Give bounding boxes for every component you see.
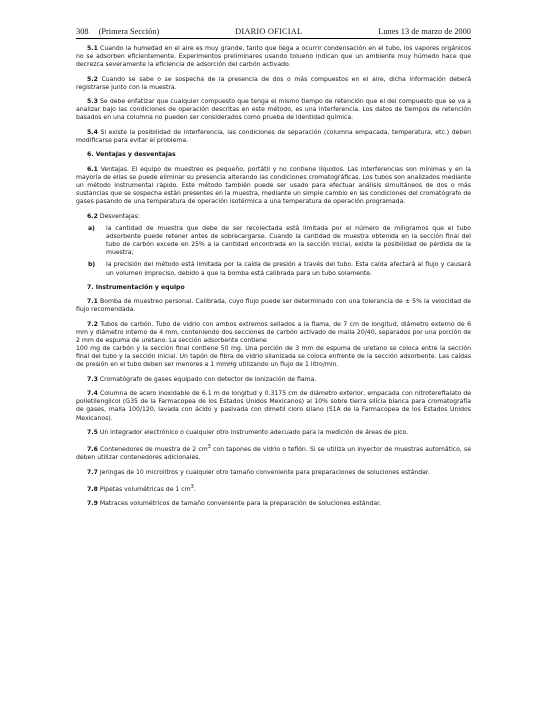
page-number: 308: [76, 27, 89, 36]
paragraph-number: 6.1: [87, 165, 98, 173]
paragraph-5-4: [76, 129, 471, 145]
paragraph-text: Pipetas volumétricas de 1 cm: [97, 486, 191, 494]
superscript: 3: [190, 484, 194, 491]
document-body: [76, 45, 471, 509]
paragraph-text: Bomba de muestreo personal. Calibrada, cuyo flujo puede ser determinado con una tolerancia de ± 5% la velocidad de flujo recomendada.: [76, 298, 471, 314]
paragraph-7-9: [76, 500, 471, 508]
list-item-text: la cantidad de muestra que debe de ser recolectada está limitada por el número de miligramos que el tubo adsorbente puede retener antes de sobrecargarse. Cuando la cantidad de muestra obtenida en la sección final del tubo de carbón excede en 25% a la cantidad encontrada en la sección inicial, existe la posibilidad de pérdida de la muestra;: [106, 224, 471, 257]
paragraph-text: .: [193, 486, 196, 494]
list-item-text: la precisión del método está limitada por la caída de presión a través del tubo. Esta caída afectará al flujo y causará un volumen impreciso, debido a que la bomba está calibrada para un tubo solamente.: [106, 261, 471, 277]
paragraph-text: Un integrador electrónico o cualquier otro instrumento adecuado para la medición de áreas de pico.: [97, 428, 409, 436]
paragraph-text: Se debe enfatizar que cualquier compuesto que tenga el mismo tiempo de retención que el del compuesto que se va a analizar bajo las condiciones de operación descritas en este método, es una interferencia. Los datos de tiempos de retención basados en una columna no pueden ser considerados como prueba de identidad química.: [76, 98, 471, 122]
paragraph-number: 5.4: [87, 128, 98, 136]
list-item-label: a): [88, 224, 95, 232]
superscript: 3: [207, 444, 211, 451]
paragraph-7-2-continued: 100 mg de carbón y la sección final contiene 50 mg. Una porción de 3 mm de espuma de uretano se coloca entre la sección final del tubo y la sección inicial. Un tapón de fibra de vidrio silanizada se coloca enfrente de la sección adsorbente. Las caídas de presión en el tubo deben ser menores a 1 mmHg utilizando un flujo de 1 litro/min.: [76, 345, 471, 369]
paragraph-text: Ventajas. El equipo de muestreo es pequeño, portátil y no contiene líquidos. Las interferencias son mínimas y en la mayoría de ellas se puede eliminar su presencia alterando las condiciones cromatográficas. Los tubos son analizados mediante un método instrumental rápido. Este método también puede ser usado para efectuar análisis simultáneos de dos o más sustancias que se sospecha están presentes en la muestra, mediante un simple cambio en las condiciones del cromatógrafo de gases pasando de una temperatura de operación isotérmica a una temperatura de operación programada.: [76, 165, 471, 206]
paragraph-number: 5.1: [87, 45, 98, 52]
paragraph-7-1: [76, 298, 471, 314]
paragraph-text: Columna de acero inoxidable de 6.1 m de longitud y 0.3175 cm de diámetro exterior, empacada con nitrotereftalato de polietilenglicol (G35 de la Farmacopea de los Estados Unidos Mexicanos) al 10% sobre tierra silícia blanca para cromatografía de gases, malla 100/120, lavada con ácido y pasivada con dimetil cloro silano (S1A de la Farmacopea de los Estados Unidos Mexicanos).: [76, 390, 471, 422]
paragraph-7-6: [76, 443, 471, 462]
paragraph-5-3: [76, 98, 471, 122]
section-heading-6: 6. Ventajas y desventajas: [87, 151, 176, 159]
paragraph-text: Contenedores de muestra de 2 cm: [97, 446, 208, 454]
paragraph-number: 7.2: [87, 320, 98, 328]
list-item-a: [76, 225, 471, 258]
paragraph-number: 6.2: [87, 212, 98, 220]
paragraph-7-2: [76, 321, 471, 345]
paragraph-number: 7.4: [87, 390, 98, 398]
paragraph-number: 7.3: [87, 375, 98, 383]
paragraph-number: 7.5: [87, 428, 98, 436]
paragraph-number: 5.3: [87, 98, 98, 106]
paragraph-7-4: [76, 390, 471, 423]
page-header: [76, 27, 471, 39]
paragraph-7-7: [76, 469, 471, 477]
list-item-b: [76, 261, 471, 277]
paragraph-number: 7.1: [87, 298, 98, 306]
paragraph-5-2: [76, 76, 471, 92]
paragraph-text: Cromatógrafo de gases equipado con detector de ionización de flama.: [97, 375, 317, 383]
paragraph-text: Si existe la posibilidad de interferencia, las condiciones de separación (columna empacada, temperatura, etc.) deben modificarse para evitar el problema.: [76, 128, 471, 144]
publication-date: Lunes 13 de marzo de 2000: [378, 27, 471, 36]
paragraph-7-5: [76, 429, 471, 437]
section-heading-7: 7. Instrumentación y equipo: [87, 283, 185, 291]
publication-title: DIARIO OFICIAL: [235, 27, 303, 36]
paragraph-text: Cuando la humedad en el aire es muy grande, tanto que llega a ocurrir condensación en el tubo, los vapores orgánicos no se adsorben eficientemente. Experimentos preliminares usando tolueno indican que un ambiente muy húmedo hace que decrezca severamente la eficiencia de adsorción del carbón activado.: [76, 45, 471, 69]
paragraph-number: 7.6: [87, 446, 98, 454]
list-item-label: b): [88, 261, 96, 269]
paragraph-text: Matraces volumétricos de tamaño conveniente para la preparación de soluciones estándar.: [97, 500, 382, 508]
section-label: (Primera Sección): [98, 27, 160, 36]
paragraph-text: Jeringas de 10 microlitros y cualquier otro tamaño conveniente para preparaciones de soluciones estándar.: [97, 468, 430, 476]
paragraph-5-1: [76, 45, 471, 69]
paragraph-number: 5.2: [87, 75, 98, 83]
paragraph-6-2: [76, 213, 471, 221]
paragraph-7-3: [76, 376, 471, 384]
paragraph-7-8: [76, 483, 471, 494]
paragraph-number: 7.8: [87, 486, 98, 494]
paragraph-text: Desventajas:: [97, 212, 140, 220]
paragraph-number: 7.7: [87, 468, 98, 476]
paragraph-text: Cuando se sabe o se sospecha de la presencia de dos o más compuestos en el aire, dicha información deberá registrarse junto con la muestra.: [76, 75, 471, 91]
paragraph-number: 7.9: [87, 500, 98, 508]
header-left: [76, 27, 159, 37]
paragraph-6-1: [76, 166, 471, 207]
paragraph-text: Tubos de carbón. Tubo de vidrio con ambos extremos sellados a la flama, de 7 cm de longitud, diámetro externo de 6 mm y diámetro interno de 4 mm, conteniendo dos secciones de carbón activado de malla 20/40, separados por una porción de 2 mm de espuma de uretano. La sección adsorbente contiene: [76, 320, 471, 344]
paragraph-text: con tapones de vidrio o teflón. Si se utiliza un inyector de muestras automático, se deben utilizar contenedores adicionales.: [76, 446, 471, 462]
